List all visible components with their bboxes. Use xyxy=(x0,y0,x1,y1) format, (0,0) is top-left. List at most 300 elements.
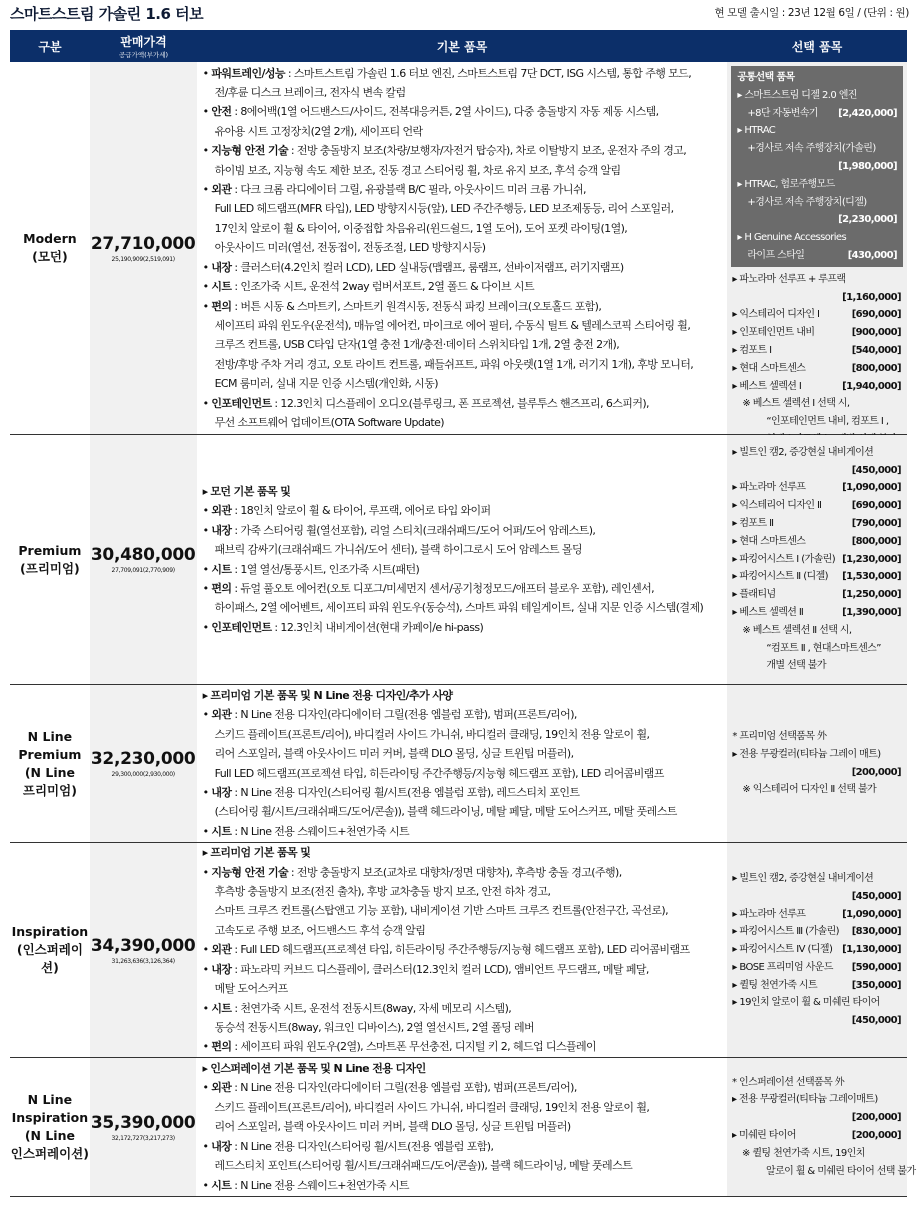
option-label: ▸ 익스테리어 디자인 Ⅱ xyxy=(732,500,822,512)
basic-category: 외관 xyxy=(211,1081,232,1095)
basic-category: 모던 기본 품목 및 xyxy=(210,484,291,498)
basic-text: 12.3인치 내비게이션(현대 카페이/e hi-pass) xyxy=(280,620,484,634)
bullet-icon: • xyxy=(202,504,209,518)
bullet-icon: • xyxy=(202,1040,209,1054)
option-item xyxy=(732,959,901,977)
basic-text: 스마트스트림 가솔린 1.6 터보 엔진, 스마트스트림 7단 DCT, ISG 시스템, 통합 주행 모드, xyxy=(293,66,692,80)
option-note-line: 알로이 휠 & 미쉐린 타이어 선택 불가 xyxy=(766,1165,916,1177)
basic-text: 18인치 알로이 휠 & 타이어, 루프랙, 에어로 타입 와이퍼 xyxy=(240,504,491,518)
option-note-line: ※ 베스트 셀렉션 Ⅰ 선택 시, xyxy=(742,398,850,410)
triangle-bullet-icon: ▸ xyxy=(202,688,208,702)
option-label: ▸ 파킹어시스트 Ⅱ (디젤) xyxy=(732,571,828,583)
basic-text: 버튼 시동 & 스마트키, 스마트키 원격시동, 전동식 파킹 브레이크(오토홀드 포함), xyxy=(240,299,602,313)
option-label: ▸ 인포테인먼트 내비 xyxy=(732,327,815,339)
bullet-icon: • xyxy=(202,943,209,957)
option-price: [790,000] xyxy=(851,518,901,529)
supply-price: 27,709,091(2,770,909) xyxy=(111,567,175,574)
supply-price: 32,172,727(3,217,273) xyxy=(111,1134,175,1142)
option-label: ▸ 파킹어시스트 Ⅰ (가솔린) xyxy=(732,553,836,565)
option-price: [200,000] xyxy=(851,1112,902,1124)
colon: : xyxy=(231,1081,241,1095)
option-item xyxy=(732,551,901,569)
options-heading: * 프리미엄 선택품목 外 xyxy=(732,730,827,742)
option-price: [1,090,000] xyxy=(842,908,901,920)
colon: : xyxy=(231,962,241,976)
basic-category: 파워트레인/성능 xyxy=(211,66,285,80)
basic-text: 크루즈 컨트롤, USB C타입 단자(1열 충전 1개/충전·데이터 스위치타입 1개, 2열 충전 2개), xyxy=(214,338,620,352)
option-line xyxy=(732,551,901,569)
basic-text: N Line 전용 디자인(스티어링 휠/시트(전용 엠블럼 포함), xyxy=(240,1139,494,1153)
basic-text: 전방/후방 주차 거리 경고, 오토 라이트 컨트롤, 패들쉬프트, 파워 아웃렛(1열 1개, 러기지 1개), 후방 모니터, xyxy=(214,357,694,371)
basic-line xyxy=(202,1176,725,1195)
trim-name-line: Modern xyxy=(23,231,77,246)
option-line xyxy=(732,497,901,515)
option-item xyxy=(732,977,901,995)
basic-line xyxy=(203,355,726,374)
basic-line xyxy=(203,102,726,121)
option-label: ▸ 파킹어시스트 Ⅲ (가솔린) xyxy=(732,926,839,938)
option-label: ▸ 현대 스마트센스 xyxy=(732,362,806,374)
basic-text: 전방 충돌방지 보조(차량/보행자/자전거 탑승자), 차로 이탈방지 보조, 운전자 주의 경고, xyxy=(296,144,687,158)
bullet-icon: • xyxy=(202,299,209,313)
option-note xyxy=(732,622,901,675)
basic-line xyxy=(203,863,726,882)
basic-items xyxy=(197,843,726,1057)
option-price: [830,000] xyxy=(851,926,901,938)
option-line xyxy=(737,122,897,140)
option-item xyxy=(732,515,901,533)
common-options-box xyxy=(731,66,903,267)
option-price: [590,000] xyxy=(851,961,901,973)
option-price: [900,000] xyxy=(851,327,901,339)
triangle-bullet-icon: ▸ xyxy=(202,484,208,498)
option-note-line: “인포테인먼트 내비, 컴포트 Ⅰ , xyxy=(766,416,889,428)
option-items xyxy=(727,685,907,842)
triangle-bullet-icon: ▸ xyxy=(202,846,208,860)
table-header xyxy=(10,30,907,62)
trim-table xyxy=(10,62,916,1197)
option-line xyxy=(732,479,901,497)
colon: : xyxy=(231,824,241,838)
option-line xyxy=(732,306,901,324)
option-line xyxy=(737,229,897,247)
basic-items xyxy=(197,62,726,434)
option-item xyxy=(732,497,901,515)
option-item xyxy=(732,746,901,782)
release-date-unit: 현 모델 출시일 : 23년 12월 6일 / (단위 : 원) xyxy=(714,7,909,19)
supply-price: 25,190,909(2,519,091) xyxy=(111,255,175,263)
basic-text: 듀얼 풀오토 에어컨(오토 디포그/미세먼지 센서/공기청정모드/애프터 블로우 포함), 레인센서, xyxy=(240,581,655,595)
trim-name-line: Premium xyxy=(18,542,82,558)
basic-category: 외관 xyxy=(211,183,232,197)
basic-text: N Line 전용 디자인(스티어링 휠/시트(전용 엠블럼 포함), 레드스티치 포인트 xyxy=(240,785,580,799)
option-note-line: ※ 익스테리어 디자인 Ⅱ 선택 불가 xyxy=(742,784,877,796)
price-cell xyxy=(90,435,197,684)
option-label: ▸ 빌트인 캠2, 증강현실 내비게이션 xyxy=(732,446,874,458)
colon: : xyxy=(231,562,241,576)
colon: : xyxy=(231,280,241,294)
trim-row xyxy=(10,685,907,843)
trim-row xyxy=(10,62,907,435)
option-note xyxy=(732,1145,916,1181)
basic-line xyxy=(203,394,726,413)
trim-row xyxy=(10,843,907,1058)
price-cell xyxy=(90,62,197,434)
option-label: +경사로 저속 주행장치(가솔린) xyxy=(747,143,876,155)
basic-line xyxy=(203,822,726,841)
basic-text: 무선 소프트웨어 업데이트(OTA Software Update) xyxy=(214,415,444,429)
basic-text: 가죽 스티어링 휠(열선포함), 리얼 스티치(크래쉬패드/도어 어퍼/도어 암레스트), xyxy=(240,523,596,537)
basic-line xyxy=(202,1078,725,1097)
option-note-line: ※ 퀼팅 천연가죽 시트, 19인치 xyxy=(742,1147,865,1159)
option-price: [1,130,000] xyxy=(842,944,901,956)
option-price: [430,000] xyxy=(847,249,897,261)
basic-line xyxy=(203,618,726,637)
bullet-icon: • xyxy=(202,144,209,158)
option-item xyxy=(732,923,901,941)
basic-line xyxy=(203,1037,726,1056)
basic-items xyxy=(196,1058,725,1196)
option-label: ▸ HTRAC, 험로주행모드 xyxy=(737,178,835,190)
basic-category: 지능형 안전 기술 xyxy=(211,144,289,158)
basic-line xyxy=(203,802,726,821)
option-note-line: “컴포트 Ⅱ , 현대스마트센스” xyxy=(766,642,881,654)
option-item xyxy=(732,604,901,622)
basic-line xyxy=(202,1156,725,1175)
colon: : xyxy=(231,1139,241,1153)
triangle-bullet-icon: ▸ xyxy=(202,1062,208,1076)
basic-text: 스마트 크루즈 컨트롤(스탑앤고 기능 포함), 내비게이션 기반 스마트 크루즈 컨트롤(안전구간, 곡선로), xyxy=(214,904,669,918)
option-price: [690,000] xyxy=(851,500,901,512)
option-items xyxy=(727,435,907,684)
bullet-icon: • xyxy=(202,1001,209,1015)
basic-text: 스키드 플레이트(프론트/리어), 바디컬러 사이드 가니쉬, 바디컬러 클래딩, 19인치 전용 알로이 휠, xyxy=(214,727,650,741)
basic-items xyxy=(197,685,726,842)
basic-line xyxy=(203,219,726,238)
basic-text: N Line 전용 디자인(라디에이터 그릴(전용 엠블럼 포함), 범퍼(프론트/리어), xyxy=(240,708,577,722)
bullet-icon: • xyxy=(202,1178,209,1192)
bullet-icon: • xyxy=(202,183,209,197)
option-line xyxy=(732,568,901,586)
basic-category: 시트 xyxy=(211,562,232,576)
basic-text: (스티어링 휠/시트/크래쉬패드/도어/콘솔)), 블랙 헤드라이닝, 메탈 페달, 메탈 도어스커프, 메탈 풋레스트 xyxy=(214,805,677,819)
basic-line xyxy=(203,413,726,432)
basic-text: 파노라믹 커브드 디스플레이, 클러스터(12.3인치 컬러 LCD), 앰비언트 무드램프, 메탈 페달, xyxy=(240,962,649,976)
option-line xyxy=(732,941,901,959)
option-line xyxy=(732,906,901,924)
option-price: [1,160,000] xyxy=(842,291,901,303)
trim-row xyxy=(10,1058,916,1197)
trim-name xyxy=(10,1058,90,1196)
basic-category: 편의 xyxy=(211,299,232,313)
basic-line xyxy=(203,921,726,940)
colon: : xyxy=(231,105,241,119)
option-price: [350,000] xyxy=(851,979,901,991)
option-item xyxy=(732,342,901,360)
basic-line xyxy=(203,979,726,998)
page-title: 스마트스트림 가솔린 1.6 터보 xyxy=(10,5,204,23)
option-note-line: 개별 선택 불가 xyxy=(766,660,826,672)
basic-line xyxy=(203,258,726,277)
header-price-label: 판매가격 xyxy=(120,35,167,49)
basic-line xyxy=(203,705,726,724)
option-line xyxy=(732,959,901,977)
option-line xyxy=(732,444,901,462)
basic-line xyxy=(203,882,726,901)
option-label: ▸ 베스트 셀렉션 Ⅰ xyxy=(732,380,802,392)
option-label: ▸ 베스트 셀렉션 Ⅱ xyxy=(732,606,804,618)
colon: : xyxy=(231,1178,241,1192)
option-label: ▸ 전용 무광컬러(티타늄 그레이 매트) xyxy=(732,748,881,760)
bullet-icon: • xyxy=(202,824,209,838)
basic-text: 세이프티 파워 윈도우(2열), 스마트폰 무선충전, 디지털 키 2, 헤드업 디스플레이 xyxy=(240,1040,597,1054)
basic-line xyxy=(203,374,726,393)
option-item xyxy=(732,306,901,324)
colon: : xyxy=(231,943,241,957)
basic-category: 내장 xyxy=(211,962,232,976)
colon: : xyxy=(271,620,281,634)
basic-line xyxy=(203,316,726,335)
option-line xyxy=(732,1127,901,1145)
basic-line xyxy=(203,180,726,199)
option-price: [800,000] xyxy=(851,362,901,374)
basic-text: 클러스터(4.2인치 컬러 LCD), LED 실내등(맵램프, 룸램프, 선바이저램프, 러기지램프) xyxy=(240,260,624,274)
options-heading: * 인스퍼레이션 선택품목 外 xyxy=(732,1076,845,1088)
basic-text: 메탈 도어스커프 xyxy=(214,982,288,996)
option-item xyxy=(732,994,901,1030)
basic-line xyxy=(203,940,726,959)
option-label: ▸ 플래티넘 xyxy=(732,589,776,601)
option-price: [450,000] xyxy=(851,1015,901,1027)
basic-text: 동승석 전동시트(8way, 워크인 디바이스), 2열 열선시트, 2열 폴딩 레버 xyxy=(214,1020,535,1034)
basic-category: 시트 xyxy=(211,280,232,294)
colon: : xyxy=(231,708,241,722)
option-label: +경사로 저속 주행장치(디젤) xyxy=(747,196,867,208)
basic-text: 세이프티 파워 윈도우(운전석), 매뉴얼 에어컨, 마이크로 에어 필터, 수동식 틸트 & 텔레스코픽 스티어링 휠, xyxy=(214,318,691,332)
basic-category: 내장 xyxy=(211,785,232,799)
header-basic: 기본 품목 xyxy=(436,39,488,54)
option-label: ▸ 19인치 알로이 휠 & 미쉐린 타이어 xyxy=(732,997,880,1009)
header-category: 구분 xyxy=(38,39,62,54)
option-items xyxy=(727,62,907,434)
basic-category: 내장 xyxy=(211,260,232,274)
bullet-icon: • xyxy=(202,280,209,294)
basic-category: 안전 xyxy=(211,105,232,119)
basic-text: Full LED 헤드램프(프로젝션 타입, 히든라이팅 주간주행등/지능형 헤드램프 포함), LED 리어콤비램프 xyxy=(240,943,690,957)
option-price: [1,090,000] xyxy=(842,482,901,494)
trim-name-line: (프리미엄) xyxy=(20,560,80,576)
basic-category: 시트 xyxy=(211,1178,232,1192)
common-options-title: 공통선택 품목 xyxy=(737,72,795,83)
trim-name-line: 인스퍼레이션) xyxy=(10,1146,89,1161)
basic-line xyxy=(203,83,726,102)
option-label: +8단 자동변속기 xyxy=(747,107,818,119)
basic-line xyxy=(203,843,726,862)
basic-line xyxy=(202,1059,725,1078)
basic-line xyxy=(203,744,726,763)
basic-line xyxy=(203,579,726,598)
trim-name-line: N Line xyxy=(27,1092,73,1107)
option-price: [540,000] xyxy=(851,344,901,356)
basic-text: 17인치 알로이 휠 & 타이어, 이중접합 차음유리(윈드쉴드, 1열 도어), 도어 포켓 라이팅(1열), xyxy=(214,221,628,235)
basic-text: 레드스티치 포인트(스티어링 휠/시트/크래쉬패드/도어/콘솔)), 블랙 헤드라이닝, 메탈 풋레스트 xyxy=(214,1159,633,1173)
basic-text: 리어 스포일러, 블랙 아웃사이드 미러 커버, 블랙 DLO 몰딩, 싱글 트윈팁 머플러) xyxy=(214,1120,571,1134)
colon: : xyxy=(288,144,297,158)
option-label: ▸ 전용 무광컬러(티타늄 그레이매트) xyxy=(732,1094,878,1106)
basic-text: 다크 크롬 라디에이터 그릴, 유광블랙 B/C 필라, 아웃사이드 미러 크롬 가니쉬, xyxy=(240,183,586,197)
basic-line xyxy=(203,1018,726,1037)
trim-name-line: N Line xyxy=(27,728,73,744)
colon: : xyxy=(231,260,241,274)
option-line xyxy=(737,247,897,265)
colon: : xyxy=(231,504,241,518)
option-line xyxy=(732,271,901,289)
basic-line xyxy=(203,501,726,520)
sale-price: 35,390,000 xyxy=(90,1112,196,1133)
basic-text: 천연가죽 시트, 운전석 전동시트(8way, 자세 메모리 시스템), xyxy=(240,1001,512,1015)
bullet-icon: • xyxy=(202,396,209,410)
option-line xyxy=(732,324,901,342)
option-item xyxy=(732,568,901,586)
option-item xyxy=(732,906,901,924)
basic-text: 1열 열선/통풍시트, 인조가죽 시트(패턴) xyxy=(240,562,420,576)
option-label: ▸ 파노라마 선루프 + 루프랙 xyxy=(732,273,846,285)
bullet-icon: • xyxy=(202,562,209,576)
trim-name-line: Inspiration xyxy=(11,1110,89,1125)
bullet-icon: • xyxy=(202,66,209,80)
basic-text: 12.3인치 디스플레이 오디오(블루링크, 폰 프로젝션, 블루투스 핸즈프리, 6스피커), xyxy=(280,396,649,410)
price-cell xyxy=(90,843,197,1057)
basic-text: 스키드 플레이트(프론트/리어), 바디컬러 사이드 가니쉬, 바디컬러 클래딩, 19인치 전용 알로이 휠, xyxy=(214,1100,650,1114)
option-line xyxy=(737,176,897,194)
option-line xyxy=(732,604,901,622)
option-price: [200,000] xyxy=(851,766,901,778)
option-line xyxy=(737,140,897,158)
colon: : xyxy=(231,1001,241,1015)
option-line xyxy=(732,586,901,604)
basic-line xyxy=(202,1098,725,1117)
sale-price: 32,230,000 xyxy=(90,749,196,769)
option-label: ▸ 퀼팅 천연가죽 시트 xyxy=(732,979,818,991)
bullet-icon: • xyxy=(202,962,209,976)
option-label: ▸ 파노라마 선루프 xyxy=(732,482,806,494)
colon: : xyxy=(231,785,241,799)
colon: : xyxy=(231,299,241,313)
option-line xyxy=(732,1091,901,1109)
header-options: 선택 품목 xyxy=(791,39,843,54)
basic-text: N Line 전용 스웨이드+천연가죽 시트 xyxy=(240,1178,409,1192)
option-item xyxy=(732,271,901,307)
basic-text: 고속도로 주행 보조, 어드밴스드 후석 승객 알림 xyxy=(214,923,426,937)
price-cell xyxy=(90,1058,197,1196)
option-item xyxy=(737,122,897,175)
basic-line xyxy=(203,482,726,501)
option-line xyxy=(732,870,901,888)
basic-text: 하이빔 보조, 지능형 속도 제한 보조, 진동 경고 스티어링 휠, 차로 유지 보조, 후석 승객 알림 xyxy=(214,163,621,177)
sale-price: 27,710,000 xyxy=(90,233,196,254)
basic-line xyxy=(203,161,726,180)
option-label: ▸ 컴포트 Ⅰ xyxy=(732,344,772,356)
basic-category: 편의 xyxy=(211,1040,232,1054)
option-items xyxy=(727,1058,916,1196)
bullet-icon: • xyxy=(202,523,209,537)
option-price: [800,000] xyxy=(851,535,901,547)
basic-line xyxy=(203,297,726,316)
basic-text: 패브릭 감싸기(크래쉬패드 가니쉬/도어 센터), 블랙 하이그로시 도어 암레스트 몰딩 xyxy=(214,543,582,557)
basic-line xyxy=(203,141,726,160)
trim-row xyxy=(10,435,907,685)
basic-category: 인스퍼레이션 기본 품목 및 N Line 전용 디자인 xyxy=(210,1062,426,1076)
option-price: [1,530,000] xyxy=(842,571,901,583)
option-note xyxy=(732,781,901,799)
option-label: ▸ BOSE 프리미엄 사운드 xyxy=(732,961,833,973)
basic-category: 프리미엄 기본 품목 및 xyxy=(210,846,311,860)
basic-category: 인포테인먼트 xyxy=(211,396,272,410)
colon: : xyxy=(231,183,241,197)
option-line xyxy=(732,378,901,396)
option-item xyxy=(732,378,901,396)
colon: : xyxy=(284,66,294,80)
option-price: [450,000] xyxy=(851,890,901,902)
trim-name-line: Inspiration xyxy=(11,924,89,939)
basic-text: 하이패스, 2열 에어벤트, 세이프티 파워 윈도우(동승석), 스마트 파워 테일게이트, 실내 지문 인증 시스템(결제) xyxy=(214,601,704,615)
basic-category: 내장 xyxy=(211,1139,232,1153)
option-label: ▸ 현대 스마트센스 xyxy=(732,535,806,547)
option-label: ▸ 컴포트 Ⅱ xyxy=(732,518,774,529)
supply-price: 31,263,636(3,126,364) xyxy=(111,957,175,965)
option-label: ▸ HTRAC xyxy=(737,125,776,137)
basic-category: 외관 xyxy=(211,504,232,518)
option-price: [1,230,000] xyxy=(842,553,901,565)
option-item xyxy=(737,87,897,123)
option-label: 라이프 스타일 xyxy=(747,249,805,261)
option-line xyxy=(732,746,901,764)
colon: : xyxy=(288,865,297,879)
basic-category: 지능형 안전 기술 xyxy=(211,865,289,879)
basic-category: 시트 xyxy=(211,1001,232,1015)
basic-line xyxy=(203,277,726,296)
basic-category: 프리미엄 기본 품목 및 N Line 전용 디자인/추가 사양 xyxy=(210,688,453,702)
option-label: ▸ 미쉐린 타이어 xyxy=(732,1130,796,1141)
option-item xyxy=(737,229,897,265)
colon: : xyxy=(231,1040,241,1054)
trim-name xyxy=(10,685,90,842)
basic-line xyxy=(203,64,726,83)
basic-items xyxy=(197,435,726,684)
price-cell xyxy=(90,685,197,842)
bullet-icon: • xyxy=(202,260,209,274)
option-item xyxy=(732,1127,901,1145)
bullet-icon: • xyxy=(202,708,209,722)
trim-name xyxy=(10,435,90,684)
trim-name-line: 프리미엄) xyxy=(22,782,77,798)
option-line xyxy=(732,515,901,533)
basic-line xyxy=(203,335,726,354)
trim-name xyxy=(10,62,90,434)
option-line xyxy=(732,977,901,995)
trim-name-line: (N Line xyxy=(24,764,75,780)
option-item xyxy=(732,360,901,378)
option-item xyxy=(732,870,901,906)
trim-name-line: (인스퍼레이션) xyxy=(16,942,83,975)
colon: : xyxy=(271,396,281,410)
option-line xyxy=(737,194,897,212)
option-item xyxy=(732,324,901,342)
trim-name xyxy=(10,843,90,1057)
colon: : xyxy=(231,523,241,537)
option-line xyxy=(737,105,897,123)
basic-text: 후측방 충돌방지 보조(전진 출차), 후방 교차충돌 방지 보조, 안전 하차 경고, xyxy=(214,885,551,899)
